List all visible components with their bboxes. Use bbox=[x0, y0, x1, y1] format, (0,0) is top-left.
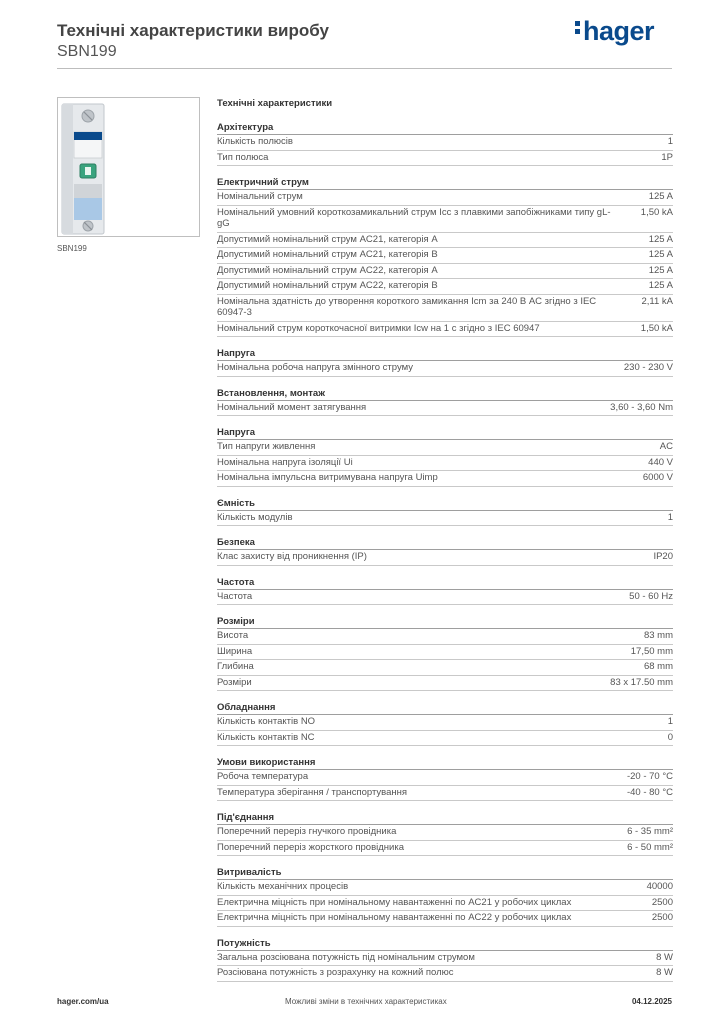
spec-section-title: Напруга bbox=[217, 347, 673, 361]
spec-section-title: Безпека bbox=[217, 536, 673, 550]
spec-value: 440 V bbox=[648, 456, 673, 468]
spec-label: Розсіювана потужність з розрахунку на кожний полюс bbox=[217, 967, 454, 978]
spec-label: Кількість контактів NC bbox=[217, 731, 315, 743]
spec-value: 6000 V bbox=[642, 472, 673, 483]
spec-label: Кількість контактів NO bbox=[217, 716, 316, 727]
spec-row bbox=[217, 676, 673, 692]
page-header bbox=[57, 20, 329, 62]
spec-section bbox=[217, 536, 673, 566]
spec-value: 2,11 kA bbox=[641, 295, 673, 307]
spec-value: 125 A bbox=[648, 280, 673, 291]
spec-section bbox=[217, 811, 673, 856]
spec-label: Тип напруги живлення bbox=[217, 441, 316, 452]
spec-value: 83 x 17.50 mm bbox=[610, 676, 673, 688]
spec-section-title: Умови використання bbox=[217, 756, 673, 770]
specs-panel bbox=[217, 97, 673, 982]
spec-row bbox=[217, 279, 673, 295]
header-divider bbox=[57, 68, 672, 69]
spec-section-title: Під'єднання bbox=[217, 811, 673, 825]
product-image-caption: SBN199 bbox=[57, 244, 87, 253]
spec-value: 1 bbox=[667, 511, 673, 523]
spec-value: -40 - 80 °C bbox=[626, 786, 673, 798]
spec-value: 50 - 60 Hz bbox=[629, 590, 673, 602]
spec-value: 125 A bbox=[648, 233, 673, 245]
specs-sections bbox=[217, 121, 673, 982]
spec-label: Температура зберігання / транспортування bbox=[217, 786, 408, 798]
spec-label: Робоча температура bbox=[217, 771, 309, 782]
spec-label: Номінальна здатність до утворення короткого замикання Icm за 240 В AC згідно з IEC 60947-3 bbox=[217, 295, 597, 318]
spec-label: Частота bbox=[217, 590, 253, 602]
spec-label: Номінальна імпульсна витримувана напруга Uimp bbox=[217, 472, 438, 483]
spec-value: 230 - 230 V bbox=[623, 362, 673, 373]
spec-row bbox=[217, 966, 673, 982]
spec-value: 1,50 kA bbox=[640, 206, 673, 218]
spec-label: Клас захисту від проникнення (IP) bbox=[217, 551, 367, 562]
spec-label: Поперечний переріз жорсткого провідника bbox=[217, 841, 404, 853]
spec-label: Номінальний момент затягування bbox=[217, 401, 367, 413]
spec-value: 0 bbox=[667, 731, 673, 743]
spec-row bbox=[217, 135, 673, 151]
spec-section-title: Напруга bbox=[217, 426, 673, 440]
spec-label: Допустимий номінальний струм AC21, категорія A bbox=[217, 233, 438, 245]
spec-row bbox=[217, 361, 673, 377]
spec-value: 125 A bbox=[648, 264, 673, 276]
spec-value: 17,50 mm bbox=[630, 645, 673, 657]
spec-row bbox=[217, 295, 673, 322]
spec-row bbox=[217, 660, 673, 676]
circuit-breaker-image bbox=[58, 98, 199, 236]
spec-label: Номінальна робоча напруга змінного струму bbox=[217, 362, 413, 373]
spec-row bbox=[217, 264, 673, 280]
spec-row bbox=[217, 471, 673, 487]
spec-section bbox=[217, 701, 673, 746]
spec-label: Розміри bbox=[217, 676, 252, 688]
spec-section bbox=[217, 937, 673, 982]
spec-label: Кількість полюсів bbox=[217, 136, 293, 147]
spec-section bbox=[217, 387, 673, 417]
spec-row bbox=[217, 590, 673, 606]
spec-label: Загальна розсіювана потужність під номінальним струмом bbox=[217, 951, 475, 963]
spec-label: Глибина bbox=[217, 661, 254, 672]
spec-value: 40000 bbox=[646, 881, 673, 892]
spec-label: Номінальний умовний короткозамикальний струм Icc з плавкими запобіжниками типу gL-gG bbox=[217, 206, 611, 229]
page-title: Технічні характеристики виробу bbox=[57, 21, 329, 40]
spec-value: 1,50 kA bbox=[640, 322, 673, 334]
spec-section bbox=[217, 615, 673, 691]
spec-value: 6 - 35 mm² bbox=[627, 826, 673, 837]
logo-dots-icon bbox=[575, 18, 580, 37]
product-code: SBN199 bbox=[57, 43, 117, 60]
spec-value: 68 mm bbox=[643, 661, 673, 672]
spec-value: -20 - 70 °C bbox=[626, 771, 673, 782]
spec-row bbox=[217, 151, 673, 167]
spec-row bbox=[217, 233, 673, 249]
footer-date: 04.12.2025 bbox=[631, 997, 672, 1006]
spec-row bbox=[217, 770, 673, 786]
logo-text: hager bbox=[582, 16, 654, 46]
spec-row bbox=[217, 731, 673, 747]
spec-row bbox=[217, 190, 673, 206]
spec-row bbox=[217, 951, 673, 967]
spec-label: Електрична міцність при номінальному навантаженні по AC21 у робочих циклах bbox=[217, 896, 572, 908]
spec-row bbox=[217, 206, 673, 233]
spec-label: Кількість модулів bbox=[217, 511, 293, 523]
spec-value: 2500 bbox=[651, 912, 673, 923]
spec-label: Номінальний струм короткочасної витримки Icw на 1 с згідно з IEC 60947 bbox=[217, 322, 540, 334]
spec-row bbox=[217, 401, 673, 417]
spec-section bbox=[217, 756, 673, 801]
product-image-frame bbox=[57, 97, 200, 237]
spec-label: Допустимий номінальний струм AC22, категорія A bbox=[217, 264, 438, 276]
spec-section-title: Ємність bbox=[217, 497, 673, 511]
spec-section-title: Потужність bbox=[217, 937, 673, 951]
spec-row bbox=[217, 440, 673, 456]
spec-section-title: Електричний струм bbox=[217, 176, 673, 190]
spec-label: Тип полюса bbox=[217, 151, 269, 163]
spec-row bbox=[217, 715, 673, 731]
spec-value: 125 A bbox=[648, 191, 673, 202]
spec-label: Допустимий номінальний струм AC21, категорія B bbox=[217, 249, 438, 260]
spec-value: 1 bbox=[667, 716, 673, 727]
spec-value: 8 W bbox=[656, 951, 673, 963]
footer-notice: Можливі зміни в технічних характеристиках bbox=[285, 997, 447, 1006]
spec-section bbox=[217, 497, 673, 527]
spec-value: 2500 bbox=[651, 896, 673, 908]
hager-logo bbox=[575, 16, 654, 47]
specs-title: Технічні характеристики bbox=[217, 98, 333, 109]
spec-label: Кількість механічних процесів bbox=[217, 881, 349, 892]
spec-section bbox=[217, 866, 673, 927]
spec-section-title: Архітектура bbox=[217, 121, 673, 135]
spec-row bbox=[217, 841, 673, 857]
spec-value: IP20 bbox=[653, 551, 673, 562]
spec-section bbox=[217, 176, 673, 337]
spec-section-title: Розміри bbox=[217, 615, 673, 629]
spec-label: Ширина bbox=[217, 645, 253, 657]
spec-row bbox=[217, 550, 673, 566]
spec-section-title: Частота bbox=[217, 576, 673, 590]
footer-website: hager.com/ua bbox=[57, 997, 109, 1006]
spec-row bbox=[217, 825, 673, 841]
spec-row bbox=[217, 880, 673, 896]
spec-section bbox=[217, 347, 673, 377]
spec-label: Номінальний струм bbox=[217, 191, 303, 202]
spec-section-title: Витривалість bbox=[217, 866, 673, 880]
spec-row bbox=[217, 911, 673, 927]
spec-section-title: Встановлення, монтаж bbox=[217, 387, 673, 401]
spec-label: Допустимий номінальний струм AC22, категорія B bbox=[217, 280, 438, 291]
spec-value: 1 bbox=[667, 136, 673, 147]
spec-section bbox=[217, 426, 673, 487]
spec-section bbox=[217, 121, 673, 166]
spec-value: 8 W bbox=[656, 967, 673, 978]
spec-section bbox=[217, 576, 673, 606]
spec-value: 3,60 - 3,60 Nm bbox=[610, 401, 673, 413]
spec-section-title: Обладнання bbox=[217, 701, 673, 715]
spec-row bbox=[217, 629, 673, 645]
spec-value: 83 mm bbox=[643, 630, 673, 641]
spec-label: Номінальна напруга ізоляції Ui bbox=[217, 456, 353, 468]
spec-row bbox=[217, 645, 673, 661]
spec-row bbox=[217, 896, 673, 912]
spec-row bbox=[217, 511, 673, 527]
spec-row bbox=[217, 248, 673, 264]
spec-label: Висота bbox=[217, 630, 249, 641]
spec-label: Поперечний переріз гнучкого провідника bbox=[217, 826, 397, 837]
spec-value: AC bbox=[659, 441, 673, 452]
spec-value: 1P bbox=[661, 151, 673, 163]
spec-value: 125 A bbox=[648, 249, 673, 260]
spec-row bbox=[217, 786, 673, 802]
spec-row bbox=[217, 322, 673, 338]
spec-value: 6 - 50 mm² bbox=[627, 841, 673, 853]
spec-row bbox=[217, 456, 673, 472]
spec-label: Електрична міцність при номінальному навантаженні по AC22 у робочих циклах bbox=[217, 912, 572, 923]
